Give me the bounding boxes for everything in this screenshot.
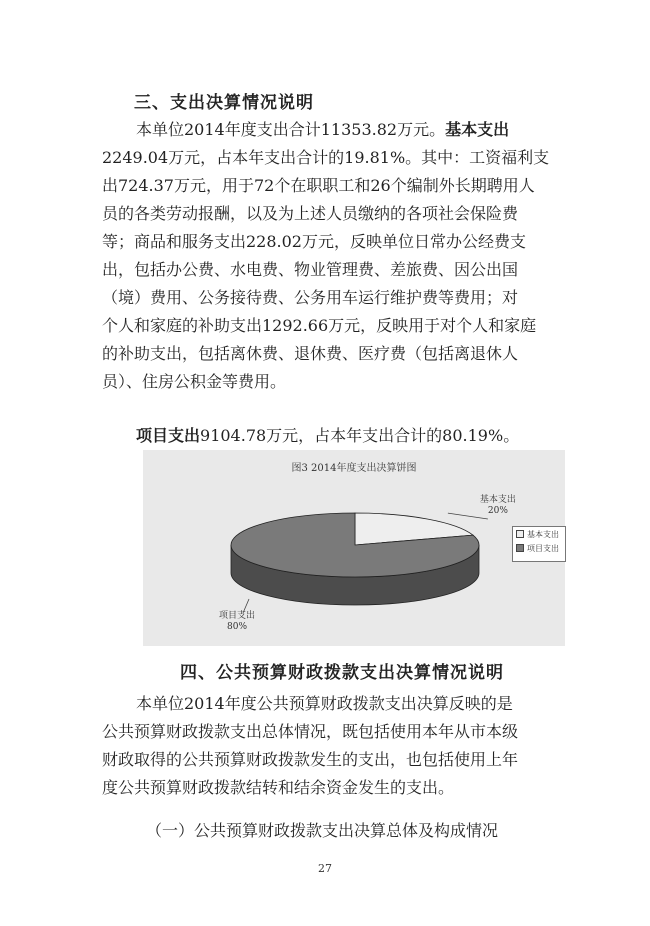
- public-budget-paragraph: [102, 690, 572, 802]
- pie-label-basic: [480, 495, 516, 517]
- legend-item: [513, 527, 565, 541]
- legend-label: 基本支出: [527, 529, 559, 539]
- paragraph-line: 本单位2014年度公共预算财政拨款支出决算反映的是: [136, 694, 513, 713]
- paragraph-line: 员）、住房公积金等费用。: [102, 372, 287, 391]
- paragraph-line: 的补助支出，包括离休费、退休费、医疗费（包括离退休人: [102, 344, 519, 363]
- bold-text-run: 基本支出: [445, 120, 510, 139]
- paragraph-line: 财政取得的公共预算财政拨款发生的支出，也包括使用上年: [102, 750, 519, 769]
- legend-swatch: [516, 544, 524, 552]
- subsection-heading: （一）公共预算财政拨款支出决算总体及构成情况: [146, 821, 499, 840]
- pie-label-value: 80%: [227, 622, 248, 632]
- pie-label-value: 20%: [487, 506, 508, 516]
- section-3-heading: 三、支出决算情况说明: [134, 93, 314, 113]
- paragraph-line: 出，包括办公费、水电费、物业管理费、差旅费、因公出国: [102, 260, 519, 279]
- legend-item: [513, 541, 565, 555]
- paragraph-line: 公共预算财政拨款支出总体情况，既包括使用本年从市本级: [102, 722, 519, 741]
- pie-label-name: 项目支出: [219, 611, 256, 621]
- text-run: 本单位2014年度支出合计11353.82万元。: [136, 120, 446, 139]
- paragraph-line: 员的各类劳动报酬，以及为上述人员缴纳的各项社会保险费: [102, 204, 519, 223]
- chart-title: 图3 2014年度支出决算饼图: [291, 463, 417, 474]
- pie-label-name: 基本支出: [479, 495, 516, 505]
- paragraph-line: 等；商品和服务支出228.02万元，反映单位日常办公经费支: [102, 232, 526, 251]
- legend-swatch: [516, 530, 524, 538]
- paragraph-line: 2249.04万元，占本年支出合计的19.81%。其中：工资福利支: [102, 148, 550, 167]
- paragraph-line: 出724.37万元，用于72个在职职工和26个编制外长期聘用人: [102, 176, 535, 195]
- pie-label-project: [219, 611, 255, 633]
- paragraph-line: （境）费用、公务接待费、公务用车运行维护费等费用；对: [102, 288, 519, 307]
- section-4-heading: 四、公共预算财政拨款支出决算情况说明: [180, 663, 504, 683]
- legend-label: 项目支出: [527, 543, 559, 553]
- text-run: 9104.78万元，占本年支出合计的80.19%。: [200, 426, 520, 445]
- paragraph-line: 度公共预算财政拨款结转和结余资金发生的支出。: [102, 778, 455, 797]
- bold-text-run: 项目支出: [136, 426, 201, 445]
- page-number: 27: [318, 862, 332, 875]
- paragraph-line: 个人和家庭的补助支出1292.66万元，反映用于对个人和家庭: [102, 316, 537, 335]
- chart-legend: [512, 526, 566, 562]
